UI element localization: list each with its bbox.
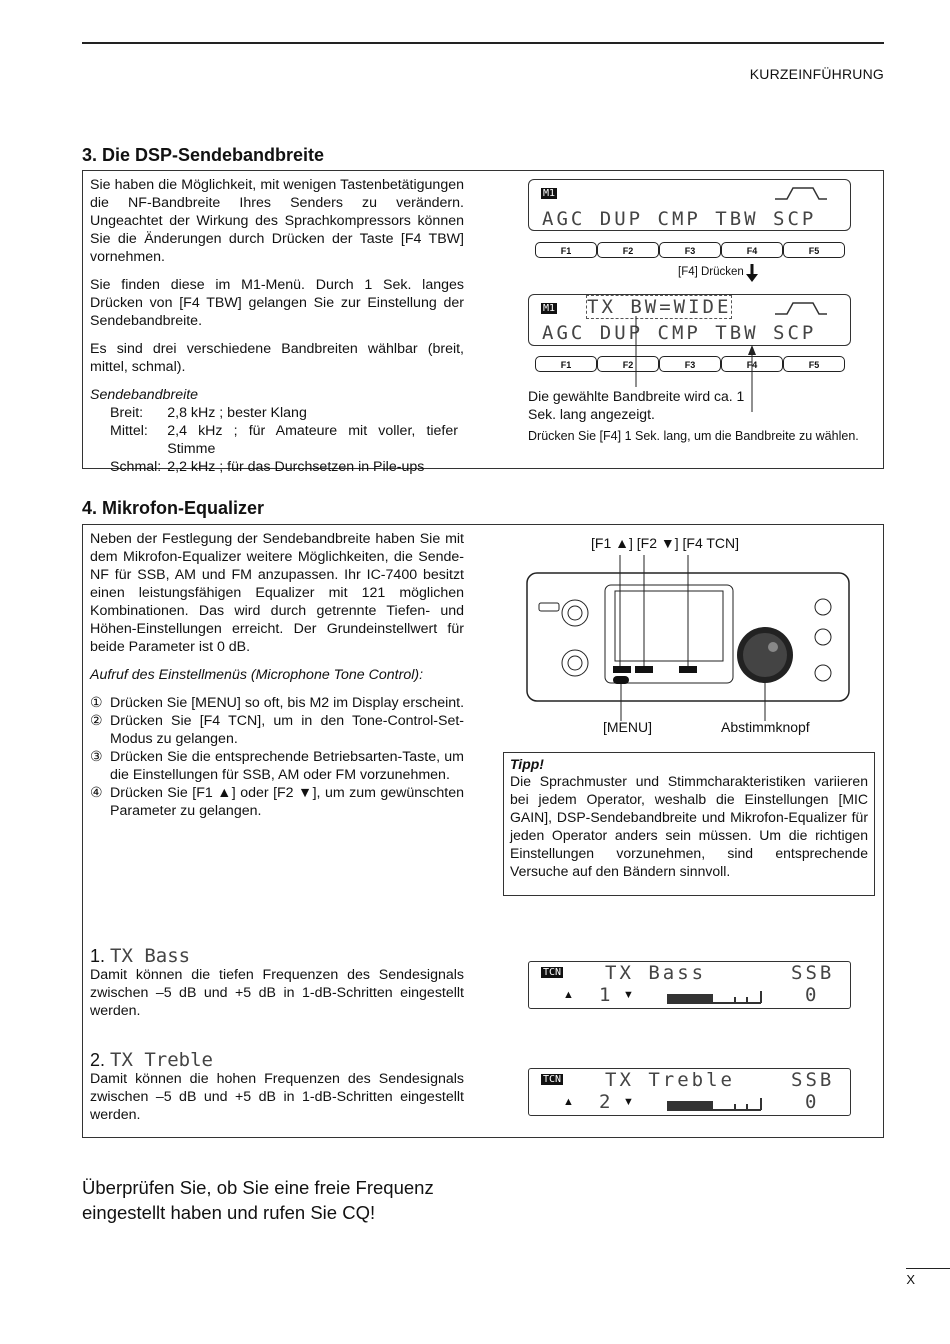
menu-tag: M1 — [543, 303, 556, 314]
step-number: ② — [90, 713, 103, 729]
f1-key[interactable]: F1 — [535, 356, 597, 372]
down-arrow-icon: ▼ — [623, 1096, 634, 1108]
bandwidth-readout: TX BW=WIDE — [587, 296, 732, 318]
closing-note: Überprüfen Sie, ob Sie eine freie Frequenz eingestellt haben und rufen Sie CQ! — [82, 1177, 434, 1223]
section-4-box — [82, 524, 884, 1138]
up-arrow-icon: ▲ — [563, 989, 574, 1001]
f4-key[interactable]: F4 — [721, 242, 783, 258]
tuning-knob-label: Abstimmknopf — [721, 719, 810, 735]
lcd-function-row: AGC DUP CMP TBW SCP — [542, 208, 817, 230]
f2-key[interactable]: F2 — [597, 242, 659, 258]
step-number: ③ — [90, 749, 103, 765]
radio-top-labels: [F1 ▲] [F2 ▼] [F4 TCN] — [591, 535, 740, 551]
tip-title: Tipp! — [510, 756, 544, 772]
page-rule — [906, 1268, 950, 1269]
bw-value: 2,4 kHz ; für Amateure mit voller, tiefer Stimme — [167, 423, 458, 457]
lcd-value: 0 — [805, 984, 820, 1006]
list-item — [90, 712, 464, 748]
step-number: ① — [90, 695, 103, 711]
lcd-mode: SSB — [791, 1069, 835, 1091]
lcd-value: 0 — [805, 1091, 820, 1113]
treble-description: Damit können die hohen Frequenzen des Sendesignals zwischen –5 dB und +5 dB in 1-dB-Schritten eingestellt werden. — [90, 1071, 464, 1123]
lcd-display-treble — [528, 1068, 851, 1116]
lcd-index: 1 — [599, 984, 614, 1006]
f1-key[interactable]: F1 — [535, 242, 597, 258]
filter-shape-icon — [773, 185, 829, 201]
lcd-title: TX Bass — [605, 962, 707, 984]
f4-key[interactable]: F4 — [721, 356, 783, 372]
tip-text: Die Sprachmuster und Stimmcharakteristiken variieren bei jedem Operator, weshalb die Einstellungen [MIC GAIN], DSP-Sendebandbreite und Mikrofon-Equalizer für jeden Operator anders sein müssen. Um die richtigen Einstellungen vorzunehmen, sind entsprechende Versuche auf den Bändern sinnvoll. — [510, 773, 868, 879]
step-text: Drücken Sie die entsprechende Betriebsarten-Taste, um die Einstellungen für SSB, AM oder FM vorzunehmen. — [110, 749, 464, 783]
tip-box — [503, 752, 875, 896]
f5-key[interactable]: F5 — [783, 356, 845, 372]
bw-value: 2,8 kHz ; bester Klang — [167, 405, 307, 421]
transceiver-front-panel — [525, 555, 853, 735]
step-text: Drücken Sie [MENU] so oft, bis M2 im Display erscheint. — [110, 695, 465, 711]
press-f4-caption: Drücken Sie [F4] 1 Sek. lang, um die Bandbreite zu wählen. — [528, 429, 859, 443]
f3-key[interactable]: F3 — [659, 242, 721, 258]
bass-description: Damit können die tiefen Frequenzen des Sendesignals zwischen –5 dB und +5 dB in 1-dB-Schritten eingestellt werden. — [90, 967, 464, 1019]
lcd-function-row: AGC DUP CMP TBW SCP — [542, 322, 817, 344]
treble-heading — [90, 1049, 213, 1071]
lcd-title: TX Treble — [605, 1069, 735, 1091]
up-arrow-icon: ▲ — [563, 1096, 574, 1108]
bw-value: 2,2 kHz ; für das Durchsetzen in Pile-ups — [167, 459, 425, 475]
menu-key-label: [MENU] — [603, 719, 652, 735]
level-bar — [665, 989, 763, 1005]
step-text: Drücken Sie [F4 TCN], um in den Tone-Control-Set-Modus zu gelangen. — [110, 713, 464, 747]
bandwidth-table — [110, 404, 464, 476]
section-3-title: 3. Die DSP-Sendebandbreite — [82, 145, 325, 165]
bw-label: Breit: — [110, 405, 144, 421]
bw-label: Schmal: — [110, 459, 162, 475]
bandwidth-heading: Sendebandbreite — [90, 387, 199, 403]
top-rule — [82, 42, 884, 44]
tcn-tag: TCN — [543, 1074, 562, 1085]
down-arrow-icon — [745, 263, 759, 283]
lcd-index: 2 — [599, 1091, 614, 1113]
section-3-box — [82, 170, 884, 475]
page-number: X — [906, 1272, 915, 1287]
list-item — [90, 784, 464, 820]
step-number: ④ — [90, 785, 103, 801]
table-row — [110, 404, 464, 422]
section-3-text — [90, 176, 464, 476]
level-bar — [665, 1096, 763, 1112]
section-4-text — [90, 530, 464, 820]
tcn-tag: TCN — [543, 967, 562, 978]
down-arrow-icon: ▼ — [623, 989, 634, 1001]
f4-press-label: [F4] Drücken — [678, 266, 744, 278]
f2-key[interactable]: F2 — [597, 356, 659, 372]
list-item — [90, 694, 464, 712]
table-row — [110, 422, 464, 458]
f3-key[interactable]: F3 — [659, 356, 721, 372]
item-number: 2. — [90, 1050, 106, 1070]
item-name: TX Bass — [110, 945, 191, 967]
step-text: Drücken Sie [F1 ▲] oder [F2 ▼], um zum gewünschten Parameter zu gelangen. — [110, 785, 464, 819]
paragraph: Es sind drei verschiedene Bandbreiten wählbar (breit, mittel, schmal). — [90, 341, 464, 375]
lcd-display-bass — [528, 961, 851, 1009]
section-4-title: 4. Mikrofon-Equalizer — [82, 498, 265, 518]
function-keys-row-1 — [535, 242, 845, 258]
section-header: KURZEINFÜHRUNG — [749, 66, 884, 82]
bandwidth-shown-caption: Die gewählte Bandbreite wird ca. 1 Sek. lang angezeigt. — [528, 388, 745, 422]
item-name: TX Treble — [110, 1049, 213, 1071]
bw-label: Mittel: — [110, 423, 148, 439]
item-number: 1. — [90, 946, 106, 966]
lcd-display-menu — [528, 179, 851, 231]
call-menu-heading: Aufruf des Einstellmenüs (Microphone Tone Control): — [90, 667, 424, 683]
paragraph: Neben der Festlegung der Sendebandbreite haben Sie mit dem Mikrofon-Equalizer weitere Möglichkeiten, die Sende-NF für SSB, AM und FM anzupassen. Ihr IC-7400 besitzt einen leistungsfähigen Equalizer mit 121 möglichen Kombinationen. Das wird durch getrennte Tiefen- und Höhen-Einstellungen erreicht. Der Grundeinstellwert für beide Parameter ist 0 dB. — [90, 531, 464, 655]
steps-list — [90, 694, 464, 820]
table-row — [110, 458, 464, 476]
paragraph: Sie haben die Möglichkeit, mit wenigen Tastenbetätigungen die NF-Bandbreite Ihres Senders zu verändern. Ungeachtet der Wirkung des Sprachkompressors können Sie die Änderungen durch Drücken der Taste [F4 TBW] vornehmen. — [90, 177, 464, 265]
bass-heading — [90, 945, 190, 967]
f5-key[interactable]: F5 — [783, 242, 845, 258]
paragraph: Sie finden diese im M1-Menü. Durch 1 Sek. langes Drücken von [F4 TBW] gelangen Sie zur Einstellung der Sendebandbreite. — [90, 277, 464, 329]
list-item — [90, 748, 464, 784]
menu-tag: M1 — [543, 188, 556, 199]
lcd-mode: SSB — [791, 962, 835, 984]
